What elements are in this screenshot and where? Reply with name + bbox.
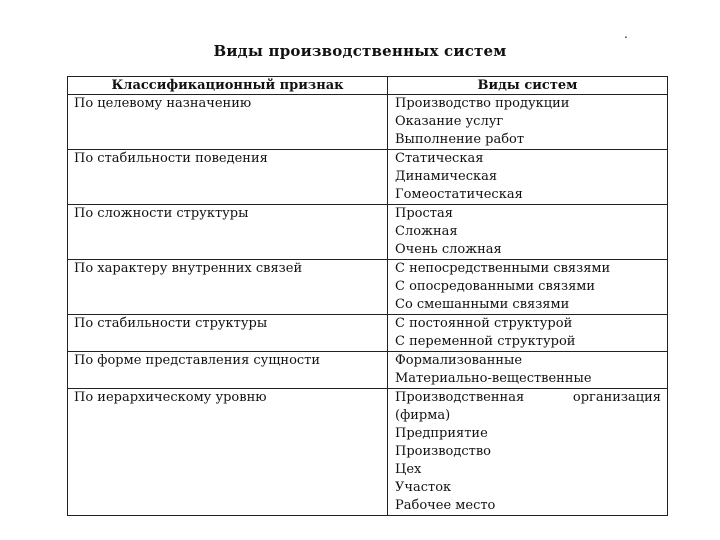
type-item: Сложная <box>395 224 458 239</box>
table-row <box>68 260 668 315</box>
type-item-part: организация <box>572 390 661 405</box>
row-types <box>388 150 668 205</box>
type-item: С непосредственными связями <box>395 261 611 276</box>
classification-table <box>67 76 668 516</box>
row-types <box>388 205 668 260</box>
row-attribute: По стабильности структуры <box>68 315 388 352</box>
type-item: Рабочее место <box>395 498 496 513</box>
type-item-part: Производственная <box>395 390 525 405</box>
row-attribute: По характеру внутренних связей <box>68 260 388 315</box>
row-attribute: По целевому назначению <box>68 95 388 150</box>
type-item: Предприятие <box>395 426 488 441</box>
row-types <box>388 315 668 352</box>
row-attribute: По сложности структуры <box>68 205 388 260</box>
table-row <box>68 95 668 150</box>
row-types <box>388 352 668 389</box>
table-row <box>68 315 668 352</box>
type-item: С переменной структурой <box>395 334 576 349</box>
type-item: Статическая <box>395 151 484 166</box>
type-item: С постоянной структурой <box>395 316 573 331</box>
corner-mark: . <box>624 27 628 41</box>
type-item: Простая <box>395 206 453 221</box>
type-item: Очень сложная <box>395 242 502 257</box>
row-types <box>388 95 668 150</box>
table-header-row <box>68 77 668 95</box>
type-item: Участок <box>395 480 452 495</box>
header-types: Виды систем <box>388 77 668 95</box>
table-row <box>68 205 668 260</box>
page-title: Виды производственных систем <box>213 42 507 60</box>
row-types <box>388 260 668 315</box>
type-item: Выполнение работ <box>395 132 525 147</box>
type-item: Материально-вещественные <box>395 371 592 386</box>
row-types <box>388 389 668 516</box>
row-attribute: По стабильности поведения <box>68 150 388 205</box>
row-attribute: По иерархическому уровню <box>68 389 388 516</box>
header-attribute: Классификационный признак <box>68 77 388 95</box>
type-item-split <box>395 389 663 407</box>
type-item: Гомеостатическая <box>395 187 523 202</box>
type-item: (фирма) <box>395 408 451 423</box>
table-row <box>68 352 668 389</box>
type-item: Оказание услуг <box>395 114 504 129</box>
type-item: Динамическая <box>395 169 498 184</box>
type-item: Производство <box>395 444 492 459</box>
table-row <box>68 389 668 516</box>
type-item: Со смешанными связями <box>395 297 570 312</box>
row-attribute: По форме представления сущности <box>68 352 388 389</box>
type-item: С опосредованными связями <box>395 279 596 294</box>
type-item: Формализованные <box>395 353 523 368</box>
table-row <box>68 150 668 205</box>
type-item: Производство продукции <box>395 96 570 111</box>
type-item: Цех <box>395 462 422 477</box>
